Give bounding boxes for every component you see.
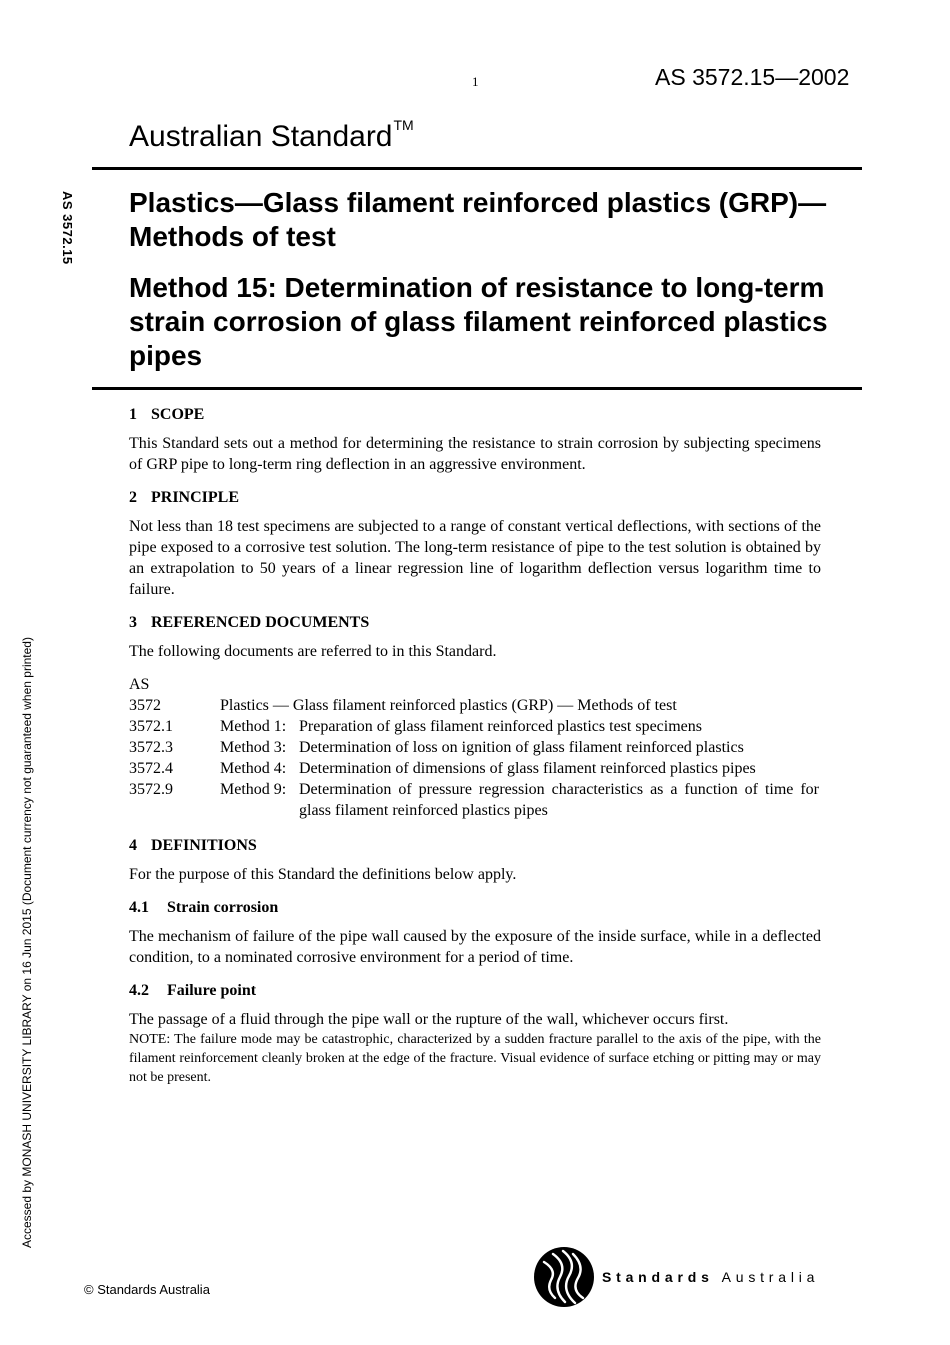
method-title: Method 15: Determination of resistance to long-term strain corrosion of glass filament reinforced plastics pipes [129, 272, 828, 371]
reference-method: Method 4: [220, 760, 287, 777]
page-number: 1 [472, 74, 479, 89]
section-number: 3 [129, 614, 137, 631]
document-body [129, 404, 821, 1099]
reference-row [129, 695, 819, 716]
subsection-number: 4.1 [129, 899, 149, 916]
reference-title: Preparation of glass filament reinforced plastics test specimens [299, 718, 702, 735]
references-prefix: AS [129, 676, 150, 693]
document-title: Plastics—Glass filament reinforced plastics (GRP)—Methods of test [129, 187, 827, 252]
scope-text: This Standard sets out a method for determining the resistance to strain corrosion by subjecting specimens of GRP pipe to long-term ring deflection in an aggressive environment. [129, 435, 821, 473]
reference-number: 3572 [129, 697, 161, 714]
section-heading-scope [129, 404, 821, 425]
references-intro: The following documents are referred to in this Standard. [129, 643, 497, 660]
section-heading-principle [129, 487, 821, 508]
reference-number: 3572.1 [129, 718, 173, 735]
reference-number: 3572.3 [129, 739, 173, 756]
section-number: 2 [129, 489, 137, 506]
reference-row [129, 758, 819, 779]
brand-name: Australian Standard [129, 120, 393, 153]
subsection-heading-failure-point [129, 980, 821, 1001]
brand-title [129, 117, 414, 154]
failure-point-text: The passage of a fluid through the pipe wall or the rupture of the wall, whichever occurs first. [129, 1011, 729, 1028]
subsection-title: Strain corrosion [167, 899, 279, 916]
copyright: © Standards Australia [84, 1282, 210, 1297]
reference-row [129, 779, 819, 821]
reference-number: 3572.9 [129, 781, 173, 798]
side-standard-code: AS 3572.15 [60, 191, 75, 265]
strain-corrosion-text: The mechanism of failure of the pipe wall caused by the exposure of the inside surface, while in a deflected condition, to a nominated corrosive environment for a period of time. [129, 928, 821, 966]
logo-wordmark [602, 1269, 819, 1285]
logo-word-australia: Australia [721, 1269, 820, 1285]
standard-code: AS 3572.15—2002 [655, 64, 850, 90]
principle-text: Not less than 18 test specimens are subjected to a range of constant vertical deflections, with sections of the pipe exposed to a corrosive test solution. The long-term resistance of pipe to the test solution is obtained by an extrapolation to 50 years of a linear regression line of logarithm deflection versus logarithm time to failure. [129, 518, 821, 598]
definitions-intro: For the purpose of this Standard the definitions below apply. [129, 866, 517, 883]
reference-method: Method 3: [220, 739, 287, 756]
section-title: DEFINITIONS [151, 837, 257, 854]
subsection-heading-strain-corrosion [129, 897, 821, 918]
reference-row [129, 716, 819, 737]
failure-point-note: NOTE: The failure mode may be catastrophic, characterized by a sudden fracture parallel to the axis of the pipe, with the filament reinforcement cleanly broken at the edge of the fracture. Visual evidence of surface etching or pitting may or may not be present. [129, 1032, 821, 1085]
reference-method: Method 9: [220, 781, 287, 798]
section-number: 4 [129, 837, 137, 854]
section-heading-definitions [129, 835, 821, 856]
reference-number: 3572.4 [129, 760, 173, 777]
access-watermark: Accessed by MONASH UNIVERSITY LIBRARY on 16 Jun 2015 (Document currency not guaranteed when printed) [20, 637, 34, 1248]
reference-title: Determination of dimensions of glass filament reinforced plastics pipes [299, 760, 756, 777]
header-rule [92, 167, 862, 170]
standards-australia-logo-icon [533, 1246, 595, 1308]
section-number: 1 [129, 406, 137, 423]
section-title: PRINCIPLE [151, 489, 240, 506]
logo-word-standards: Standards [602, 1269, 714, 1285]
reference-title: Plastics — Glass filament reinforced plastics (GRP) — Methods of test [220, 697, 677, 714]
references-table [129, 695, 819, 821]
reference-row [129, 737, 819, 758]
title-rule [92, 387, 862, 390]
trademark-symbol: TM [393, 117, 414, 133]
reference-method: Method 1: [220, 718, 287, 735]
reference-title: Determination of pressure regression characteristics as a function of time for glass filament reinforced plastics pipes [299, 781, 819, 819]
subsection-title: Failure point [167, 982, 257, 999]
subsection-number: 4.2 [129, 982, 149, 999]
section-heading-references [129, 612, 821, 633]
reference-title: Determination of loss on ignition of glass filament reinforced plastics [299, 739, 744, 756]
section-title: SCOPE [151, 406, 205, 423]
section-title: REFERENCED DOCUMENTS [151, 614, 370, 631]
